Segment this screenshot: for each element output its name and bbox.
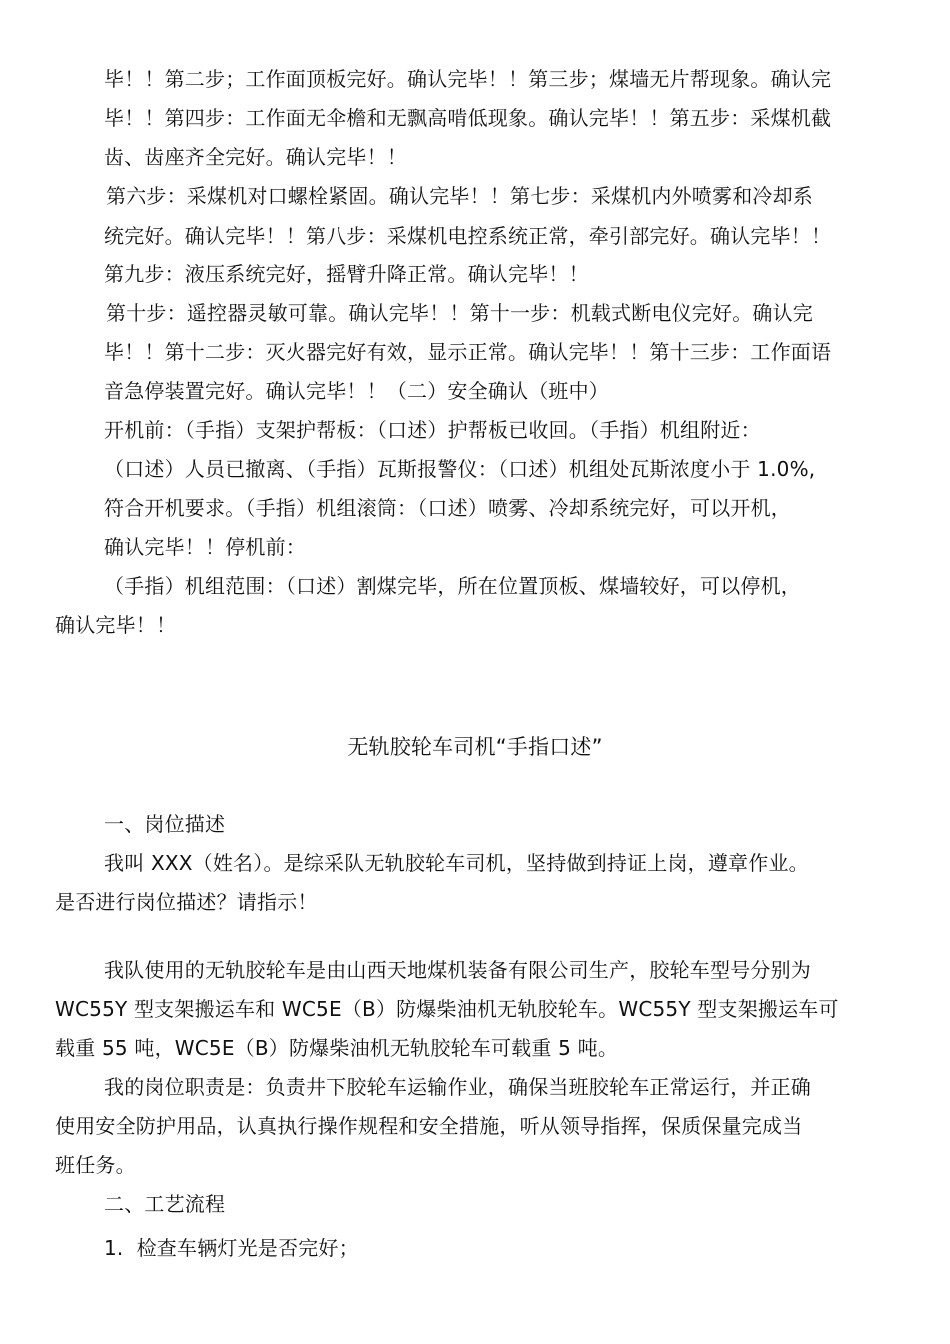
document-title: 无轨胶轮车司机“手指口述” — [347, 735, 603, 759]
text-line: 载重 55 吨，WC5E（B）防爆柴油机无轨胶轮车可载重 5 吨。 — [55, 1036, 619, 1060]
list-item: 1. 检查车辆灯光是否完好； — [104, 1236, 359, 1260]
text-line: 第十步：遥控器灵敏可靠。确认完毕！！第十一步：机载式断电仪完好。确认完 — [106, 301, 813, 325]
section-heading: 二、工艺流程 — [104, 1192, 226, 1216]
text-line: 是否进行岗位描述？请指示！ — [55, 890, 318, 914]
text-line: 确认完毕！！停机前： — [104, 535, 306, 559]
text-line: （口述）人员已撤离、（手指）瓦斯报警仪：（口述）机组处瓦斯浓度小于 1.0%, — [104, 457, 816, 481]
text-line: 音急停装置完好。确认完毕！！（二）安全确认（班中） — [104, 379, 609, 403]
text-line: 使用安全防护用品，认真执行操作规程和安全措施，听从领导指挥，保质保量完成当 — [55, 1114, 803, 1138]
text-line: 我叫 XXX（姓名）。是综采队无轨胶轮车司机，坚持做到持证上岗，遵章作业。 — [104, 851, 809, 875]
text-line: 符合开机要求。（手指）机组滚筒：（口述）喷雾、冷却系统完好，可以开机， — [104, 496, 791, 520]
text-line: 毕！！第二步；工作面顶板完好。确认完毕！！第三步；煤墙无片帮现象。确认完 — [104, 67, 832, 91]
section-heading: 一、岗位描述 — [104, 812, 226, 836]
text-line: 统完好。确认完毕！！第八步：采煤机电控系统正常，牵引部完好。确认完毕！！ — [104, 224, 832, 248]
text-line: WC55Y 型支架搬运车和 WC5E（B）防爆柴油机无轨胶轮车。WC55Y 型支架搬运车可 — [55, 997, 839, 1021]
text-line: 第九步：液压系统完好，摇臂升降正常。确认完毕！！ — [104, 262, 589, 286]
text-line: 我队使用的无轨胶轮车是由山西天地煤机装备有限公司生产，胶轮车型号分别为 — [104, 958, 811, 982]
text-line: 毕！！第四步：工作面无伞檐和无飘高啃低现象。确认完毕！！第五步：采煤机截 — [104, 106, 832, 130]
text-line: 班任务。 — [55, 1153, 136, 1177]
text-line: （手指）机组范围：（口述）割煤完毕，所在位置顶板、煤墙较好，可以停机， — [104, 574, 801, 598]
text-line: 确认完毕！！ — [55, 613, 177, 637]
text-line: 开机前：（手指）支架护帮板：（口述）护帮板已收回。（手指）机组附近： — [104, 418, 761, 442]
text-line: 齿、齿座齐全完好。确认完毕！！ — [104, 145, 407, 169]
text-line: 我的岗位职责是：负责井下胶轮车运输作业，确保当班胶轮车正常运行，并正确 — [104, 1075, 811, 1099]
text-line: 第六步：采煤机对口螺栓紧固。确认完毕！！第七步：采煤机内外喷雾和冷却系 — [106, 184, 813, 208]
text-line: 毕！！第十二步：灭火器完好有效，显示正常。确认完毕！！第十三步：工作面语 — [104, 340, 832, 364]
